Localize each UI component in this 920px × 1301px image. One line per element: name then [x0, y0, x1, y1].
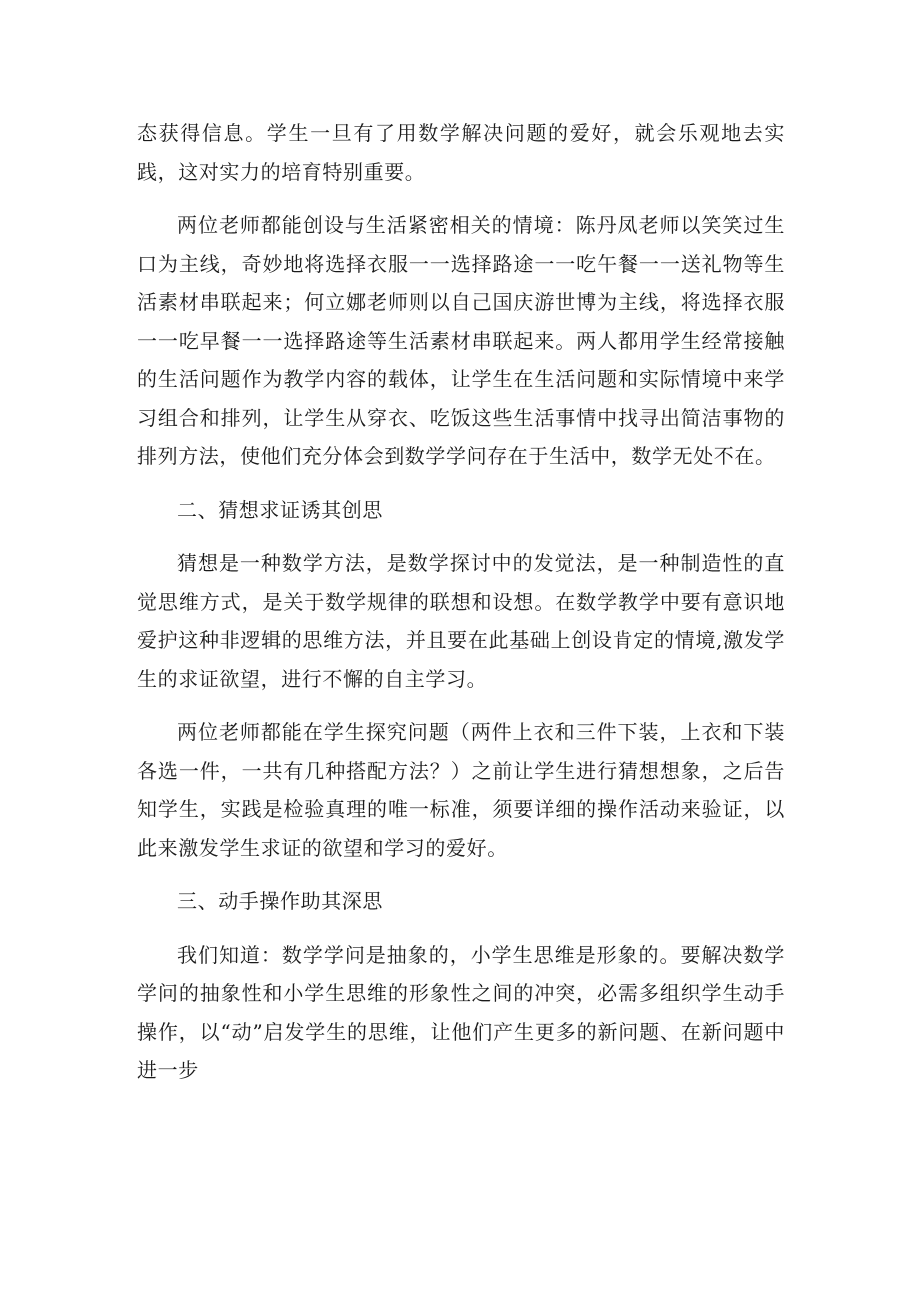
paragraph-context-creation: 两位老师都能创设与生活紧密相关的情境：陈丹凤老师以笑笑过生口为主线，奇妙地将选择衣服一一选择路途一一吃午餐一一送礼物等生活素材串联起来；何立娜老师则以自己国庆游世博为主线，将选择衣服一一吃早餐一一选择路途等生活素材串联起来。两人都用学生经常接触的生活问题作为教学内容的载体，让学生在生活问题和实际情境中来学习组合和排列，让学生从穿衣、吃饭这些生活事情中找寻出简洁事物的排列方法，使他们充分体会到数学学问存在于生活中，数学无处不在。	[137, 213, 785, 468]
paragraph-hands-on: 我们知道：数学学问是抽象的，小学生思维是形象的。要解决数学学问的抽象性和小学生思维的形象性之间的冲突，必需多组织学生动手操作，以“动”启发学生的思维，让他们产生更多的新问题、在新问题中进一步	[137, 942, 785, 1082]
section-heading-guess-verify: 二、猜想求证诱其创思	[177, 497, 383, 522]
paragraph-teachers-guessing: 两位老师都能在学生探究问题（两件上衣和三件下装，上衣和下装各选一件，一共有几种搭配方法？）之前让学生进行猜想想象，之后告知学生，实践是检验真理的唯一标准，须要详细的操作活动来验证，以此来激发学生求证的欲望和学习的爱好。	[137, 720, 785, 860]
document-body	[137, 114, 785, 1105]
paragraph-continuation: 态获得信息。学生一旦有了用数学解决问题的爱好，就会乐观地去实践，这对实力的培育特别重要。	[137, 121, 785, 184]
section-heading-hands-on: 三、动手操作助其深思	[177, 889, 383, 913]
paragraph-guessing-method: 猜想是一种数学方法，是数学探讨中的发觉法，是一种制造性的直觉思维方式，是关于数学规律的联想和设想。在数学教学中要有意识地爱护这种非逻辑的思维方法，并且要在此基础上创设肯定的情境,激发学生的求证欲望，进行不懈的自主学习。	[137, 551, 785, 691]
